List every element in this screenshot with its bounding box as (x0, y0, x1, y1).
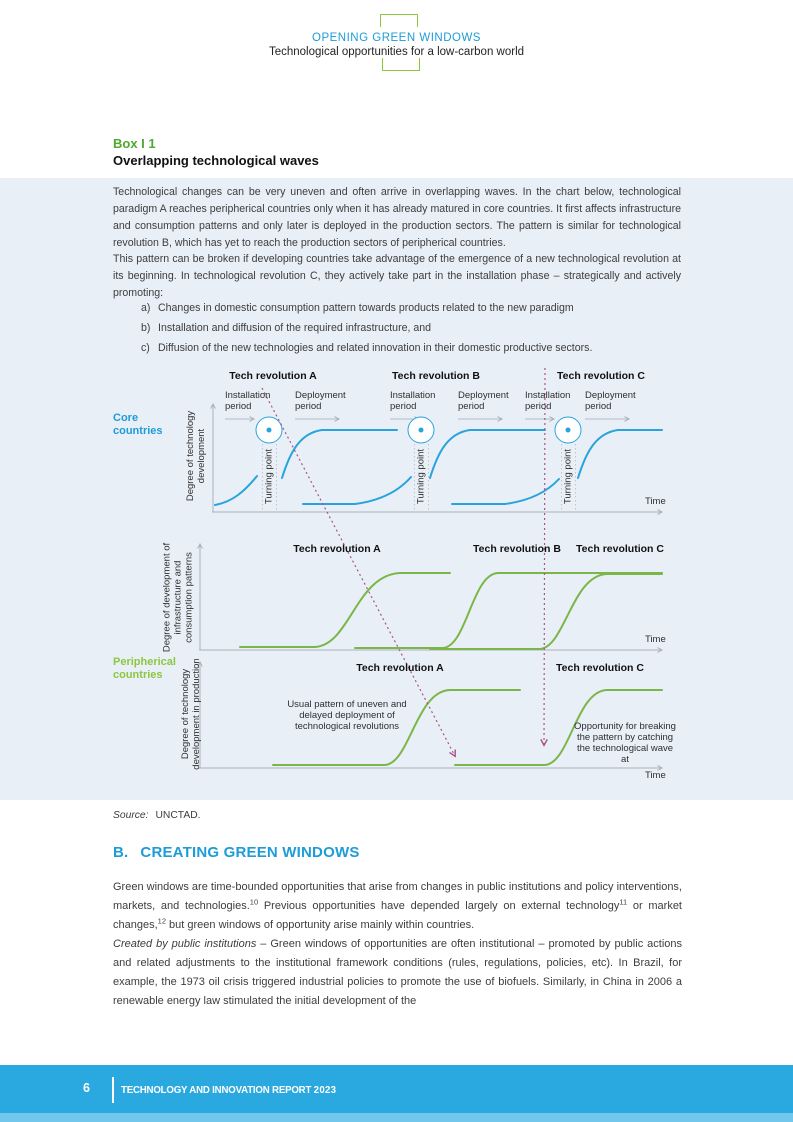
section-title: CREATING GREEN WINDOWS (140, 844, 360, 861)
list-item (141, 322, 675, 334)
time-axis-label: Time (645, 634, 666, 645)
installation-period-label: Installation period (225, 390, 271, 412)
top-title-a: Tech revolution A (229, 370, 317, 382)
green-bracket-bottom-icon (382, 58, 420, 71)
box-title: Overlapping technological waves (113, 153, 319, 168)
footer-bottom-strip (0, 1113, 793, 1122)
middle-title-c: Tech revolution C (576, 543, 664, 555)
deployment-period-label: Deployment period (458, 390, 509, 412)
created-by-paragraph (113, 935, 682, 1011)
paragraph-text: Green windows are time-bounded opportunities that arise from changes in public institutions and policy interventions, markets, and technologies. (113, 881, 682, 912)
deployment-period-label: Deployment period (295, 390, 346, 412)
list-text: Installation and diffusion of the required infrastructure, and (158, 322, 432, 334)
middle-y-axis-label: Degree of development of infrastructure and consumption patterns (161, 542, 195, 653)
list-marker: c) (141, 342, 150, 354)
turning-point-label: Turning point (415, 448, 427, 505)
paragraph-text: but green windows of opportunity arise mainly within countries. (166, 919, 475, 931)
footer-bar (0, 1065, 793, 1113)
middle-title-b: Tech revolution B (473, 543, 561, 555)
infrastructure-curves (240, 573, 662, 649)
report-header-title: OPENING GREEN WINDOWS (312, 32, 481, 44)
core-curves (215, 430, 662, 505)
footnote-ref[interactable]: 12 (157, 916, 166, 926)
green-windows-paragraph (113, 878, 682, 935)
bottom-title-c: Tech revolution C (556, 662, 644, 674)
paragraph-lead-italic: Created by public institutions (113, 938, 257, 950)
footer-title-text: TECHNOLOGY AND INNOVATION REPORT (121, 1084, 312, 1096)
list-marker: b) (141, 322, 151, 334)
list-text: Diffusion of the new technologies and related innovation in their domestic productive sectors. (158, 342, 593, 354)
page-number: 6 (83, 1081, 90, 1095)
bottom-title-a: Tech revolution A (356, 662, 444, 674)
paragraph-text: – Green windows of opportunities are often institutional – promoted by public actions and related adjustments to the institutional framework conditions (rules, regulations, policies, etc). In Brazil, for example, the 1973 oil crisis triggered industrial policies to promote the use of biofuels. Similarly, in China in 2006 a renewable energy law stimulated the initial development of the (113, 938, 682, 1007)
turning-point-label: Turning point (263, 448, 275, 505)
technological-waves-diagram (110, 362, 695, 802)
opportunity-annotation: Opportunity for breaking the pattern by catching the technological wave at (574, 721, 676, 765)
middle-title-a: Tech revolution A (293, 543, 381, 555)
footer-year: 2023 (313, 1084, 337, 1096)
footer-divider (112, 1077, 114, 1103)
box-list (141, 302, 675, 362)
installation-period-label: Installation period (525, 390, 571, 412)
section-number: B. (113, 844, 129, 861)
list-item (141, 342, 675, 354)
time-axis-label: Time (645, 770, 666, 781)
top-y-axis-label: Degree of technology development (185, 410, 207, 502)
top-title-b: Tech revolution B (392, 370, 480, 382)
usual-pattern-annotation: Usual pattern of uneven and delayed deployment of technological revolutions (287, 699, 407, 732)
top-title-c: Tech revolution C (557, 370, 645, 382)
report-header-tagline: Technological opportunities for a low-carbon world (268, 46, 525, 58)
list-text: Changes in domestic consumption pattern towards products related to the new paradigm (158, 302, 574, 314)
list-item (141, 302, 675, 314)
footer-report-title (121, 1084, 336, 1096)
source-note (113, 810, 201, 821)
bottom-y-axis-label: Degree of technology development in production (180, 658, 202, 770)
wave-trajectory-lines (262, 368, 545, 756)
deployment-period-label: Deployment period (585, 390, 636, 412)
peripherical-countries-label: Peripherical countries (113, 656, 176, 681)
installation-period-label: Installation period (390, 390, 436, 412)
box-paragraph-2: This pattern can be broken if developing countries take advantage of the emergence of a new technological revolution at its beginning. In technological revolution C, they actively take part in the installation phase – strategically and actively promoting: (113, 253, 681, 299)
green-bracket-top-icon (380, 14, 418, 27)
box-paragraph-1: Technological changes can be very uneven and often arrive in overlapping waves. In the chart below, technological paradigm A reaches peripherical countries only when it has already matured in core countries. It first affects infrastructure and consumption patterns and only later is deployed in the production sectors. The pattern is similar for technological revolution B, which has yet to reach the production sectors of peripherical countries. (113, 186, 681, 249)
paragraph-text: or market changes, (113, 900, 682, 931)
turning-point-label: Turning point (562, 448, 574, 505)
footnote-ref[interactable]: 11 (619, 897, 628, 907)
list-marker: a) (141, 302, 151, 314)
section-b-heading (113, 844, 360, 861)
box-label: Box I 1 (113, 136, 156, 151)
source-label: Source: (113, 810, 149, 821)
core-countries-label: Core countries (113, 412, 163, 437)
source-text: UNCTAD. (155, 810, 201, 821)
time-axis-label: Time (645, 496, 666, 507)
paragraph-text: Previous opportunities have depended largely on external technology (258, 900, 620, 912)
footnote-ref[interactable]: 10 (249, 897, 259, 907)
